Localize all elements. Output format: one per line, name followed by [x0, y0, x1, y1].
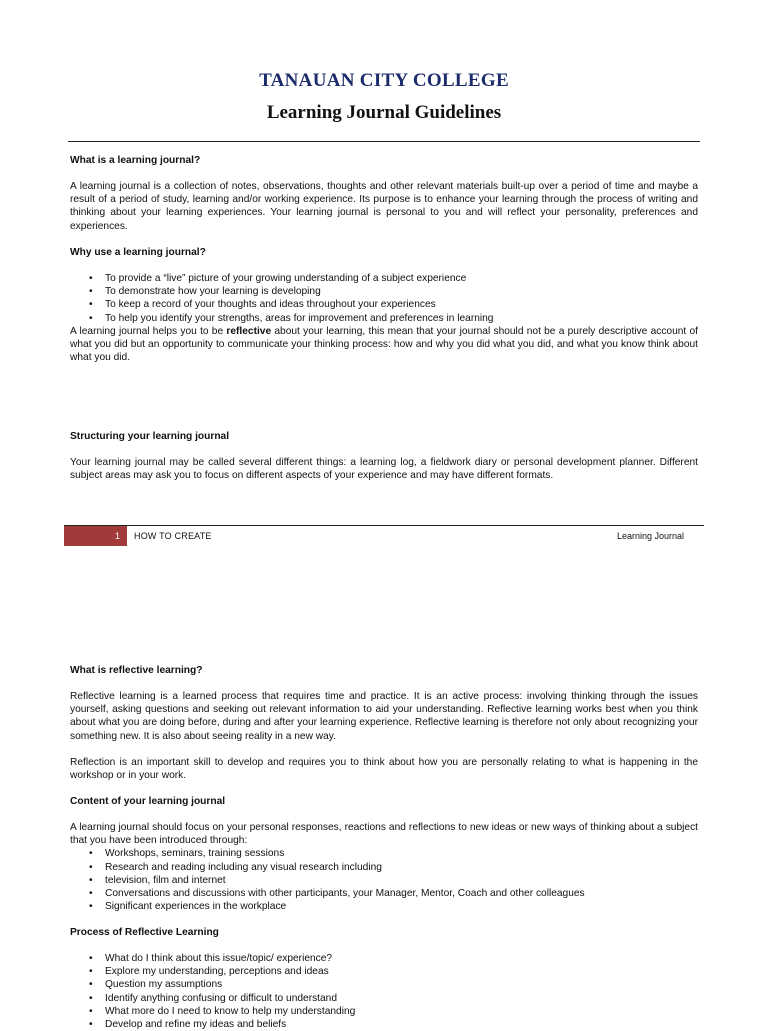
- list-item: • To demonstrate how your learning is developing: [105, 285, 698, 298]
- footer-section-label: HOW TO CREATE: [134, 531, 212, 541]
- section-heading: What is reflective learning?: [70, 665, 203, 676]
- section-process-list: [70, 952, 698, 1031]
- college-name: TANAUAN CITY COLLEGE: [259, 70, 509, 91]
- section-heading: Structuring your learning journal: [70, 431, 230, 442]
- header-divider: [68, 141, 700, 142]
- section-heading: Process of Reflective Learning: [70, 927, 219, 938]
- section-structuring-body: [70, 456, 698, 482]
- paragraph: Reflection is an important skill to develop and requires you to think about how you are personally relating to what is happening in the workshop or in your work.: [70, 757, 698, 782]
- page-number: 1: [64, 526, 127, 546]
- list-item: • Workshops, seminars, training sessions: [105, 847, 698, 860]
- section-reflective-body-2: [70, 756, 698, 782]
- bullet-list: [70, 847, 698, 913]
- paragraph-text: about your learning, this mean that your journal should not be a purely descriptive account of what you did but an opportunity to communicate your thinking process: how and why you did what you did, and what you know think about what you did.: [70, 325, 698, 364]
- document-title: Learning Journal Guidelines: [266, 102, 502, 123]
- paragraph: Reflective learning is a learned process that requires time and practice. It is an active process: involving thinking through the issues yourself, asking questions and seeking out relevant information to aid your understanding. Reflective learning works best when you think about what you are doing before, during and after your learning experience. Reflective learning is therefore not only about recognizing your something new. It is also about seeing reality in a new way.: [70, 691, 698, 742]
- list-item: • To provide a “live” picture of your growing understanding of a subject experience: [105, 272, 698, 285]
- list-item: • Research and reading including any visual research including: [105, 861, 698, 874]
- list-item: • Identify anything confusing or difficult to understand: [105, 992, 698, 1005]
- section-heading: Content of your learning journal: [70, 796, 226, 807]
- list-item: • What more do I need to know to help my understanding: [105, 1005, 698, 1018]
- section-why-use-list: [70, 272, 698, 364]
- list-item: • Significant experiences in the workplace: [105, 900, 698, 913]
- section-reflective-body: [70, 690, 698, 743]
- paragraph: [70, 325, 698, 365]
- list-item: • What do I think about this issue/topic/ experience?: [105, 952, 698, 965]
- list-item: • television, film and internet: [105, 874, 698, 887]
- list-item: • Conversations and discussions with other participants, your Manager, Mentor, Coach and other colleagues: [105, 887, 698, 900]
- bullet-list: [70, 272, 698, 325]
- list-item: • Explore my understanding, perceptions and ideas: [105, 965, 698, 978]
- paragraph-text: A learning journal helps you to be: [70, 325, 227, 337]
- section-what-is: [70, 154, 698, 167]
- page-footer: [64, 525, 704, 546]
- list-item: • To help you identify your strengths, areas for improvement and preferences in learning: [105, 312, 698, 325]
- section-why-use: [70, 246, 698, 259]
- footer-document-label: Learning Journal: [616, 531, 684, 541]
- section-heading: What is a learning journal?: [70, 155, 201, 166]
- list-item: • Develop and refine my ideas and beliefs: [105, 1018, 698, 1031]
- paragraph: A learning journal is a collection of notes, observations, thoughts and other relevant materials built-up over a period of time and maybe a result of a period of study, learning and/or working experience. Its purpose is to enhance your learning through the process of writing and thinking about your learning experiences. Your learning journal is personal to you and will reflect your personality, preferences and experiences.: [70, 181, 698, 232]
- section-heading: Why use a learning journal?: [70, 247, 206, 258]
- section-structuring: [70, 430, 698, 443]
- section-content: [70, 795, 698, 808]
- list-item: • To keep a record of your thoughts and ideas throughout your experiences: [105, 298, 698, 311]
- list-item: • Question my assumptions: [105, 978, 698, 991]
- section-content-body: [70, 821, 698, 913]
- section-process: [70, 926, 698, 939]
- section-what-is-body: [70, 180, 698, 233]
- paragraph: A learning journal should focus on your personal responses, reactions and reflections to new ideas or new ways of thinking about a subject that you have been introduced through:: [70, 822, 698, 847]
- section-reflective: [70, 664, 698, 677]
- bold-term: reflective: [226, 325, 272, 337]
- paragraph: Your learning journal may be called several different things: a learning log, a fieldwork diary or personal development planner. Different subject areas may ask you to focus on different aspects of your experience and may have different formats.: [70, 457, 698, 482]
- bullet-list: [70, 952, 698, 1031]
